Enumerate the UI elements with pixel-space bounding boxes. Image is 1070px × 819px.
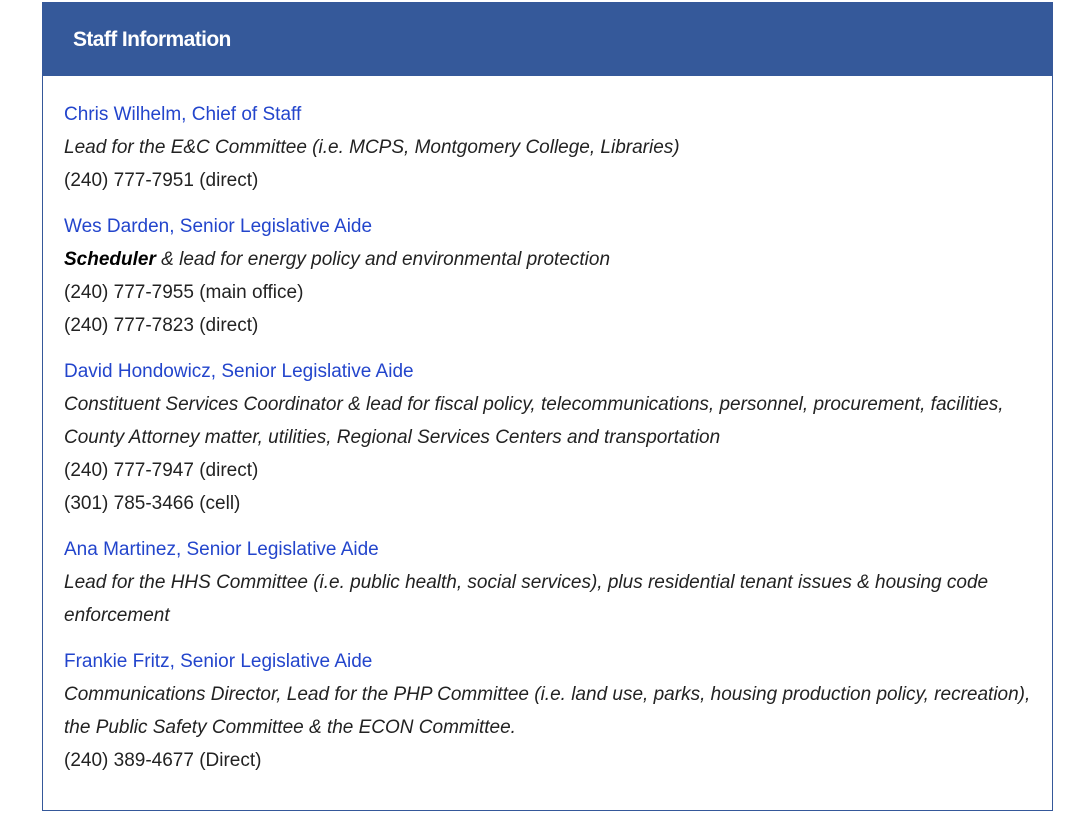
staff-role xyxy=(64,566,1031,632)
staff-role xyxy=(64,243,1031,276)
staff-role-text: Constituent Services Coordinator & lead for fiscal policy, telecommunications, personnel, procurement, facilities, County Attorney matter, utilities, Regional Services Centers and transportation xyxy=(64,394,1004,448)
staff-phone: (301) 785-3466 (cell) xyxy=(64,493,241,514)
staff-link-david-hondowicz[interactable]: David Hondowicz, Senior Legislative Aide xyxy=(64,361,414,382)
staff-entry-david-hondowicz xyxy=(64,355,1031,520)
staff-role xyxy=(64,388,1031,454)
staff-link-chris-wilhelm[interactable]: Chris Wilhelm, Chief of Staff xyxy=(64,104,302,125)
panel-title: Staff Information xyxy=(73,27,231,51)
staff-role xyxy=(64,678,1031,744)
staff-entry-frankie-fritz xyxy=(64,645,1031,777)
staff-role-text: & lead for energy policy and environmental protection xyxy=(155,249,611,270)
staff-information-panel xyxy=(42,2,1053,811)
staff-role-text: Communications Director, Lead for the PHP Committee (i.e. land use, parks, housing production policy, recreation), the Public Safety Committee & the ECON Committee. xyxy=(64,684,1031,738)
staff-role-text: Lead for the E&C Committee (i.e. MCPS, Montgomery College, Libraries) xyxy=(64,137,680,158)
staff-entry-chris-wilhelm xyxy=(64,98,1031,197)
staff-entry-wes-darden xyxy=(64,210,1031,342)
staff-link-frankie-fritz[interactable]: Frankie Fritz, Senior Legislative Aide xyxy=(64,651,373,672)
staff-phone: (240) 777-7955 (main office) xyxy=(64,282,304,303)
staff-entry-ana-martinez xyxy=(64,533,1031,632)
staff-phone: (240) 777-7951 (direct) xyxy=(64,170,259,191)
staff-phone: (240) 389-4677 (Direct) xyxy=(64,750,262,771)
staff-role xyxy=(64,131,1031,164)
staff-list xyxy=(43,76,1052,777)
staff-role-highlight: Scheduler xyxy=(64,249,156,270)
staff-phone: (240) 777-7823 (direct) xyxy=(64,315,259,336)
staff-link-ana-martinez[interactable]: Ana Martinez, Senior Legislative Aide xyxy=(64,539,379,560)
panel-header xyxy=(43,3,1052,76)
staff-role-text: Lead for the HHS Committee (i.e. public health, social services), plus residential tenant issues & housing code enforcement xyxy=(64,572,989,626)
staff-link-wes-darden[interactable]: Wes Darden, Senior Legislative Aide xyxy=(64,216,373,237)
staff-phone: (240) 777-7947 (direct) xyxy=(64,460,259,481)
